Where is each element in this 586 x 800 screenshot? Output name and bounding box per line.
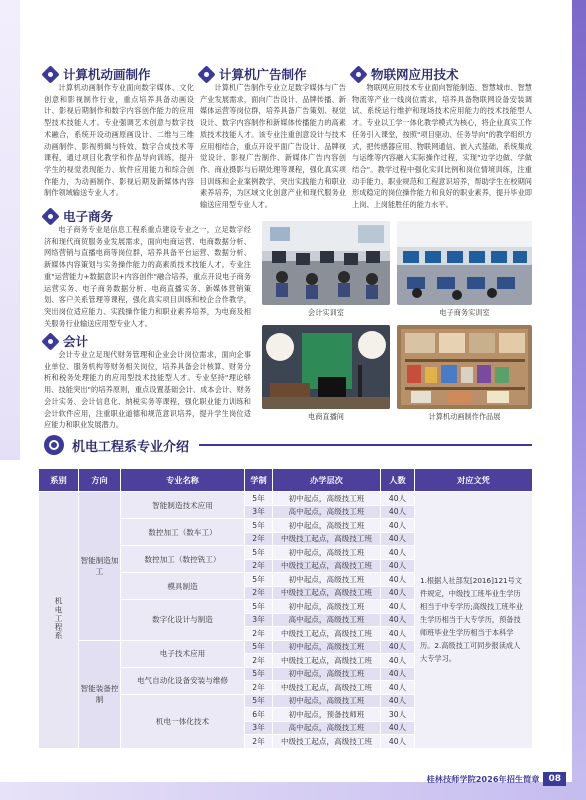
level-cell: 高中起点，高级技工班 xyxy=(273,721,381,735)
photo-accounting-lab xyxy=(262,221,390,305)
count-cell: 40人 xyxy=(381,573,415,587)
paragraph-iot: 物联网应用技术专业面向智能制造、智慧城市、智慧物流等产业一线岗位需求，培养具备物联网设备安装调试、系统运行维护和现场技术应用能力的技术技能型人才。专业以工学一体化教学模式为核心，将企业真实工作任务引入课堂，按照"项目驱动、任务导向"的教学组织方式，把传感器应用、物联网通信、嵌入式基础、系统集成与运维等内容融入实际操作过程，实现"边学边做、学做结合"。教学过程中强化实训比例和岗位情境训练，注重动手能力、职业规范和工程意识培养，帮助学生在校期间形成稳定的岗位操作能力和良好的职业素养，提升毕业即上岗、上岗能胜任的能力水平。 xyxy=(352,83,532,210)
paragraph-ecommerce: 电子商务专业是信息工程系重点建设专业之一，立足数字经济和现代商贸服务业发展需求，面向电商运营、电商数据分析、网络营销与直播电商等岗位群，培养具备平台运营、数据分析、新媒体内容策划与实务操作能力的高素质技术技能人才。专业注重"运营能力+数据意识+内容创作"融合培养，重点开设电子商务运营实务、电子商务数据分析、电商直播实务、新媒体营销策划、客户关系管理等课程，强化真实项目训练和校企合作教学，突出岗位适应能力、实践操作能力和职业素养培养，为电商及相关服务行业输送应用型专业人才。 xyxy=(44,225,251,328)
count-cell: 40人 xyxy=(381,681,415,695)
level-cell: 初中起点，高级技工班 xyxy=(273,640,381,654)
level-cell: 初中起点，高级技工班 xyxy=(273,573,381,587)
diamond-icon xyxy=(197,65,215,83)
count-cell: 40人 xyxy=(381,721,415,735)
level-cell: 中级技工起点，高级技工班 xyxy=(273,654,381,668)
heading-ecommerce-text: 电子商务 xyxy=(63,209,114,224)
years-cell: 2年 xyxy=(245,681,273,695)
count-cell: 40人 xyxy=(381,546,415,560)
heading-advertising-text: 计算机广告制作 xyxy=(219,67,307,82)
diamond-icon xyxy=(41,65,59,83)
level-cell: 初中起点，高级技工班 xyxy=(273,519,381,533)
level-cell: 初中起点，预备技师班 xyxy=(273,708,381,722)
years-cell: 3年 xyxy=(245,613,273,627)
count-cell: 40人 xyxy=(381,640,415,654)
header-level: 办学层次 xyxy=(273,469,381,492)
level-cell: 中级技工起点，高级技工班 xyxy=(273,532,381,546)
header-direction: 方向 xyxy=(79,469,121,492)
heading-accounting-text: 会计 xyxy=(63,334,89,349)
level-cell: 中级技工起点，高级技工班 xyxy=(273,559,381,573)
heading-ecommerce xyxy=(44,207,113,225)
count-cell: 40人 xyxy=(381,600,415,614)
level-cell: 初中起点，高级技工班 xyxy=(273,492,381,506)
years-cell: 5年 xyxy=(245,600,273,614)
major-cell: 智能制造技术应用 xyxy=(121,492,245,519)
years-cell: 2年 xyxy=(245,627,273,641)
diploma-note-cell: 1.根据人社部发[2016]121号文件规定，中级技工班毕业生学历相当于中专学历;高级技工班毕业生学历相当于大专学历，预备技师班毕业生学历相当于本科学历。2.高级技工可同步报读成人大专学习。 xyxy=(415,492,533,749)
heading-divider xyxy=(199,444,532,446)
years-cell: 3年 xyxy=(245,505,273,519)
level-cell: 中级技工起点，高级技工班 xyxy=(273,681,381,695)
heading-animation-text: 计算机动画制作 xyxy=(63,67,151,82)
photo-live-studio xyxy=(262,325,390,409)
caption-live-studio: 电商直播间 xyxy=(308,412,344,421)
left-decoration xyxy=(0,0,20,460)
direction-cell-control: 智能装备控制 xyxy=(79,640,121,748)
heading-iot xyxy=(352,65,459,83)
heading-accounting xyxy=(44,332,88,350)
count-cell: 40人 xyxy=(381,694,415,708)
page-footer xyxy=(427,772,566,786)
photo-exhibition xyxy=(397,325,532,409)
level-cell: 中级技工起点，高级技工班 xyxy=(273,735,381,749)
heading-animation xyxy=(44,65,151,83)
exhibition-photo-icon xyxy=(397,325,532,409)
heading-advertising xyxy=(200,65,307,83)
page-number: 08 xyxy=(543,772,566,786)
major-cell: 电子技术应用 xyxy=(121,640,245,667)
count-cell: 40人 xyxy=(381,667,415,681)
years-cell: 5年 xyxy=(245,573,273,587)
diamond-icon xyxy=(41,332,59,350)
years-cell: 5年 xyxy=(245,640,273,654)
department-cell: 机电工程系 xyxy=(39,492,79,749)
gear-badge-icon xyxy=(44,435,64,455)
count-cell: 40人 xyxy=(381,559,415,573)
level-cell: 中级技工起点，高级技工班 xyxy=(273,627,381,641)
major-cell: 机电一体化技术 xyxy=(121,694,245,748)
years-cell: 5年 xyxy=(245,519,273,533)
table-section-title: 机电工程系专业介绍 xyxy=(72,439,190,455)
paragraph-animation: 计算机动画制作专业面向数字媒体、文化创意和影视制作行业，重点培养具备动画设计、影视后期制作和数字内容创作能力的应用型技术技能人才。专业强调艺术创意与数字技术融合，系统开设动画原画设计、二维与三维动画制作、影视剪辑与特效、数字合成技术等课程，通过项目化教学和作品导向训练，提升学生的视觉表现能力、软件应用能力和综合创作能力，为动画制作、影视后期及新媒体内容制作领域输送专业人才。 xyxy=(44,83,194,198)
paragraph-accounting: 会计专业立足现代财务管理和企业会计岗位需求，面向企事业单位、服务机构等财务相关岗位，培养具备会计核算、财务分析和税务处理能力的应用型技术技能型人才。专业坚持"理论够用、技能突出"的培养原则，重点设置基础会计、成本会计、财务会计实务、会计信息化、纳税实务等课程，强化职业能力训练和会计软件应用，注重职业道德和规范意识培养，提升学生岗位适应能力和职业发展潜力。 xyxy=(44,350,251,430)
years-cell: 2年 xyxy=(245,654,273,668)
major-cell: 模具制造 xyxy=(121,573,245,600)
years-cell: 3年 xyxy=(245,721,273,735)
diamond-icon xyxy=(41,207,59,225)
years-cell: 5年 xyxy=(245,694,273,708)
years-cell: 2年 xyxy=(245,586,273,600)
count-cell: 40人 xyxy=(381,505,415,519)
table-row xyxy=(39,492,533,506)
years-cell: 2年 xyxy=(245,735,273,749)
table-header-row xyxy=(39,469,533,492)
count-cell: 40人 xyxy=(381,613,415,627)
majors-table xyxy=(38,468,533,749)
years-cell: 2年 xyxy=(245,559,273,573)
count-cell: 40人 xyxy=(381,519,415,533)
direction-cell-manufacturing: 智能制造加工 xyxy=(79,492,121,641)
computer-lab-photo-icon xyxy=(397,221,532,305)
count-cell: 40人 xyxy=(381,586,415,600)
major-cell: 数字化设计与制造 xyxy=(121,600,245,641)
classroom-photo-icon xyxy=(262,221,390,305)
count-cell: 40人 xyxy=(381,627,415,641)
photo-ecommerce-lab xyxy=(397,221,532,305)
heading-iot-text: 物联网应用技术 xyxy=(371,67,459,82)
paragraph-advertising: 计算机广告制作专业立足数字媒体与广告产业发展需求，面向广告设计、品牌传播、新媒体运营等岗位群，培养具备广告策划、视觉设计、数字内容制作和新媒体传播能力的高素质技术技能人才。该专业注重创意设计与技术应用相结合，重点开设平面广告设计、品牌视觉设计、影视广告制作、新媒体广告内容创作、商业摄影与后期处理等课程，强化真实项目训练和企业案例教学，突出实践能力和职业素养培养，为区域文化创意产业和现代服务业输送应用型专业人才。 xyxy=(200,83,346,210)
header-major: 专业名称 xyxy=(121,469,245,492)
live-studio-photo-icon xyxy=(262,325,390,409)
level-cell: 初中起点，高级技工班 xyxy=(273,694,381,708)
table-section-heading xyxy=(44,434,532,456)
header-count: 人数 xyxy=(381,469,415,492)
years-cell: 2年 xyxy=(245,532,273,546)
level-cell: 初中起点，高级技工班 xyxy=(273,600,381,614)
caption-accounting-lab: 会计实训室 xyxy=(308,308,344,317)
count-cell: 30人 xyxy=(381,708,415,722)
level-cell: 初中起点，高级技工班 xyxy=(273,667,381,681)
major-cell: 电气自动化设备安装与维修 xyxy=(121,667,245,694)
header-department: 系别 xyxy=(39,469,79,492)
header-diploma: 对应文凭 xyxy=(415,469,533,492)
years-cell: 5年 xyxy=(245,492,273,506)
years-cell: 5年 xyxy=(245,667,273,681)
footer-brand: 桂林技师学院2026年招生简章 xyxy=(426,773,540,784)
level-cell: 高中起点，高级技工班 xyxy=(273,613,381,627)
count-cell: 40人 xyxy=(381,532,415,546)
count-cell: 40人 xyxy=(381,654,415,668)
count-cell: 40人 xyxy=(381,735,415,749)
count-cell: 40人 xyxy=(381,492,415,506)
header-years: 学制 xyxy=(245,469,273,492)
caption-exhibition: 计算机动画制作作品展 xyxy=(428,412,501,421)
major-cell: 数控加工（数车工） xyxy=(121,519,245,546)
majors-table-wrapper xyxy=(38,468,532,749)
level-cell: 初中起点，高级技工班 xyxy=(273,546,381,560)
caption-ecommerce-lab: 电子商务实训室 xyxy=(439,308,490,317)
years-cell: 5年 xyxy=(245,546,273,560)
major-cell: 数控加工（数控铣工） xyxy=(121,546,245,573)
diamond-icon xyxy=(349,65,367,83)
level-cell: 高中起点，高级技工班 xyxy=(273,505,381,519)
years-cell: 6年 xyxy=(245,708,273,722)
level-cell: 中级技工起点，高级技工班 xyxy=(273,586,381,600)
right-decoration xyxy=(572,0,586,800)
